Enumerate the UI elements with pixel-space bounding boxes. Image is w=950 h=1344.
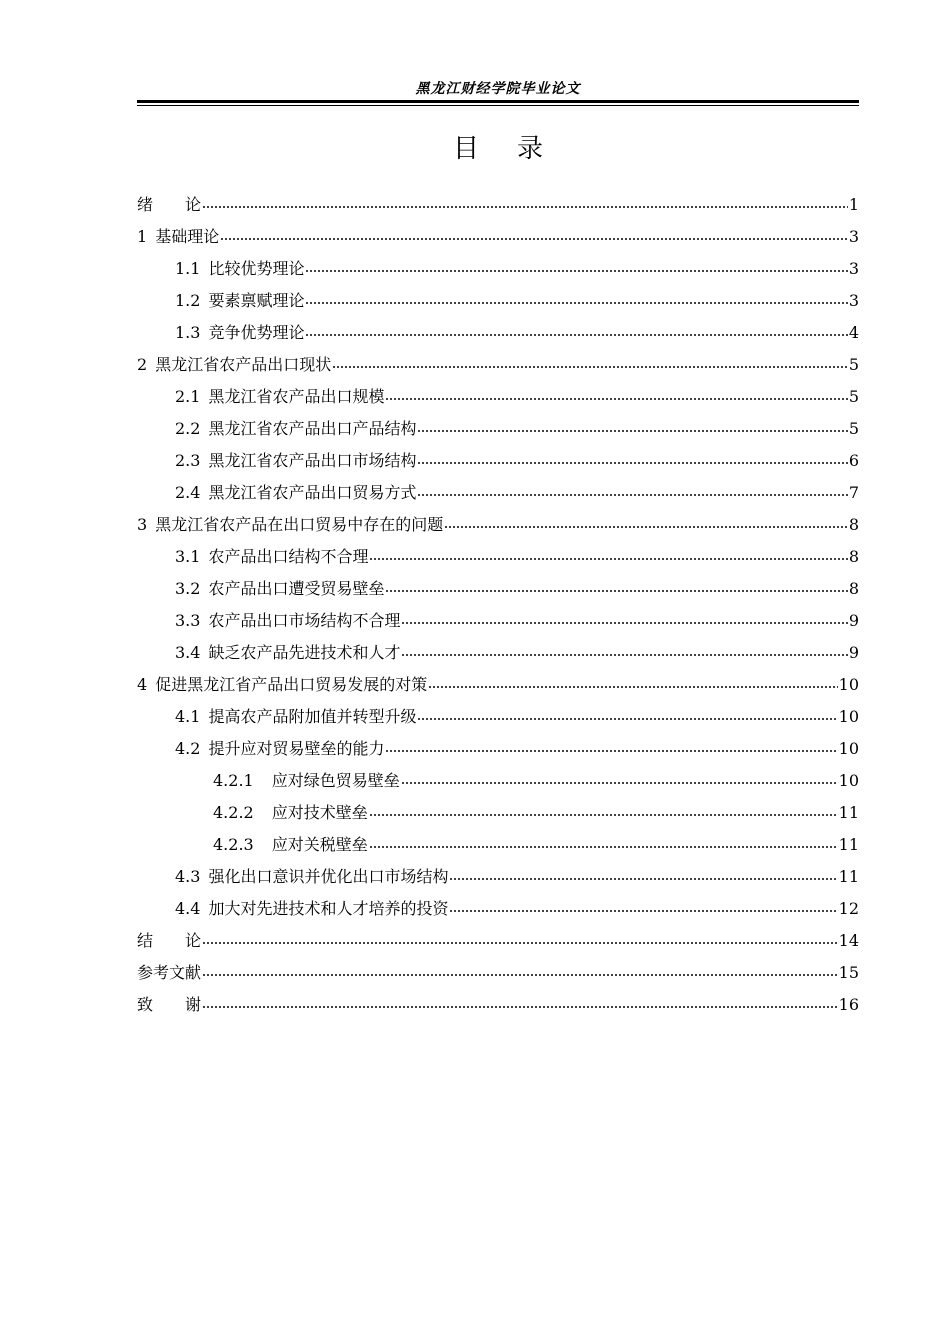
toc-entry[interactable] — [137, 829, 859, 861]
toc-entry-label — [213, 829, 368, 861]
toc-entry-text: 黑龙江省农产品在出口贸易中存在的问题 — [155, 515, 444, 534]
toc-page-number: 5 — [848, 355, 859, 374]
toc-entry-label — [175, 605, 400, 637]
toc-entry-number: 1 — [137, 227, 148, 246]
toc-page-number: 10 — [838, 739, 859, 758]
toc-entry[interactable] — [137, 733, 859, 765]
toc-entry-text: 黑龙江省农产品出口贸易方式 — [208, 483, 417, 502]
toc-dot-leader — [332, 366, 848, 368]
toc-entry-label — [175, 893, 448, 925]
toc-entry[interactable] — [137, 957, 859, 989]
toc-page-number: 9 — [848, 611, 859, 630]
toc-entry-label — [137, 669, 427, 701]
toc-entry-text: 应对技术壁垒 — [271, 803, 368, 822]
toc-entry-text: 加大对先进技术和人才培养的投资 — [208, 899, 449, 918]
toc-entry[interactable] — [137, 669, 859, 701]
toc-page-number: 4 — [848, 323, 859, 342]
toc-entry-number: 1.2 — [175, 291, 201, 310]
toc-entry-text: 强化出口意识并优化出口市场结构 — [208, 867, 449, 886]
toc-dot-leader — [385, 398, 847, 400]
toc-entry[interactable] — [137, 541, 859, 573]
toc-page-number: 1 — [848, 195, 859, 214]
toc-entry-number: 4.2.2 — [213, 803, 254, 822]
toc-dot-leader — [305, 334, 847, 336]
toc-entry-number: 3 — [137, 515, 148, 534]
toc-page-number: 14 — [838, 931, 859, 950]
toc-dot-leader — [385, 750, 837, 752]
toc-entry-label — [137, 509, 443, 541]
toc-page-number: 3 — [848, 259, 859, 278]
toc-entry[interactable] — [137, 221, 859, 253]
toc-page-number: 11 — [838, 803, 859, 822]
toc-dot-leader — [202, 206, 848, 208]
toc-entry[interactable] — [137, 605, 859, 637]
toc-entry[interactable] — [137, 701, 859, 733]
toc-page-number: 11 — [838, 835, 859, 854]
toc-entry-text: 促进黑龙江省产品出口贸易发展的对策 — [155, 675, 428, 694]
toc-page-number: 6 — [848, 451, 859, 470]
toc-entry-text: 竞争优势理论 — [208, 323, 305, 342]
toc-entry[interactable] — [137, 637, 859, 669]
toc-entry-number: 2.3 — [175, 451, 201, 470]
toc-entry-label — [175, 253, 304, 285]
toc-entry[interactable] — [137, 381, 859, 413]
toc-page-number: 15 — [838, 963, 859, 982]
toc-entry[interactable] — [137, 253, 859, 285]
toc-entry-number: 3.4 — [175, 643, 201, 662]
toc-entry-label — [137, 189, 201, 221]
toc-dot-leader — [305, 270, 847, 272]
header-rule-thin — [137, 105, 859, 106]
toc-entry-number: 4.3 — [175, 867, 201, 886]
toc-entry-label — [137, 957, 201, 989]
toc-entry[interactable] — [137, 349, 859, 381]
toc-entry-number: 1.3 — [175, 323, 201, 342]
toc-entry-text: 农产品出口遭受贸易壁垒 — [208, 579, 385, 598]
running-header: 黑龙江财经学院毕业论文 — [415, 81, 581, 97]
toc-dot-leader — [449, 910, 837, 912]
toc-page-number: 8 — [848, 515, 859, 534]
toc-page-number: 12 — [838, 899, 859, 918]
toc-dot-leader — [305, 302, 847, 304]
toc-entry[interactable] — [137, 765, 859, 797]
toc-dot-leader — [417, 462, 847, 464]
toc-dot-leader — [401, 654, 847, 656]
toc-dot-leader — [202, 974, 838, 976]
toc-entry-text: 缺乏农产品先进技术和人才 — [208, 643, 401, 662]
toc-page-number: 10 — [838, 707, 859, 726]
table-of-contents — [137, 189, 859, 1021]
toc-entry-text: 绪论 — [137, 195, 202, 214]
toc-dot-leader — [428, 686, 837, 688]
toc-entry[interactable] — [137, 413, 859, 445]
toc-entry-number: 4.2.3 — [213, 835, 254, 854]
toc-page-number: 8 — [848, 579, 859, 598]
toc-entry-label — [175, 861, 448, 893]
toc-page-number: 16 — [838, 995, 859, 1014]
toc-entry-number: 4.2.1 — [213, 771, 254, 790]
toc-entry-text: 提高农产品附加值并转型升级 — [208, 707, 417, 726]
toc-page-number: 5 — [848, 387, 859, 406]
toc-entry-text: 农产品出口结构不合理 — [208, 547, 369, 566]
toc-entry-label — [175, 541, 368, 573]
toc-entry-text: 农产品出口市场结构不合理 — [208, 611, 401, 630]
toc-entry-number: 3.3 — [175, 611, 201, 630]
toc-entry-number: 4.2 — [175, 739, 201, 758]
toc-entry-text: 比较优势理论 — [208, 259, 305, 278]
toc-entry[interactable] — [137, 797, 859, 829]
toc-entry-label — [175, 445, 416, 477]
toc-dot-leader — [369, 814, 838, 816]
toc-entry-text: 基础理论 — [155, 227, 220, 246]
header-rule-thick — [137, 100, 859, 103]
toc-dot-leader — [444, 526, 848, 528]
toc-entry-label — [213, 797, 368, 829]
toc-entry[interactable] — [137, 477, 859, 509]
toc-page-number: 10 — [838, 771, 859, 790]
toc-page-number: 3 — [848, 291, 859, 310]
toc-entry-number: 2.1 — [175, 387, 201, 406]
toc-entry-number: 2 — [137, 355, 148, 374]
toc-entry-text: 黑龙江省农产品出口产品结构 — [208, 419, 417, 438]
toc-dot-leader — [417, 718, 837, 720]
toc-entry-label — [213, 765, 400, 797]
toc-entry[interactable] — [137, 573, 859, 605]
toc-dot-leader — [202, 942, 838, 944]
toc-entry-text: 应对绿色贸易壁垒 — [271, 771, 400, 790]
toc-entry-label — [175, 637, 400, 669]
toc-entry[interactable] — [137, 989, 859, 1021]
toc-entry-label — [175, 381, 384, 413]
toc-dot-leader — [401, 782, 838, 784]
toc-dot-leader — [202, 1006, 838, 1008]
toc-dot-leader — [385, 590, 847, 592]
toc-entry-label — [175, 285, 304, 317]
toc-page-number: 8 — [848, 547, 859, 566]
toc-entry-text: 参考文献 — [137, 963, 202, 982]
toc-entry-label — [175, 413, 416, 445]
toc-dot-leader — [417, 494, 847, 496]
toc-entry-number: 3.1 — [175, 547, 201, 566]
toc-entry[interactable] — [137, 893, 859, 925]
toc-entry[interactable] — [137, 285, 859, 317]
toc-dot-leader — [369, 558, 847, 560]
toc-dot-leader — [417, 430, 847, 432]
toc-page-number: 10 — [838, 675, 859, 694]
toc-entry-text: 黑龙江省农产品出口市场结构 — [208, 451, 417, 470]
toc-entry-number: 2.4 — [175, 483, 201, 502]
toc-entry-label — [137, 989, 201, 1021]
toc-entry-label — [175, 573, 384, 605]
toc-dot-leader — [369, 846, 838, 848]
toc-page-number: 3 — [848, 227, 859, 246]
toc-entry-text: 要素禀赋理论 — [208, 291, 305, 310]
toc-entry[interactable] — [137, 509, 859, 541]
toc-entry-label — [175, 477, 416, 509]
toc-entry[interactable] — [137, 317, 859, 349]
toc-dot-leader — [449, 878, 837, 880]
toc-entry[interactable] — [137, 445, 859, 477]
toc-entry-number: 4 — [137, 675, 148, 694]
toc-entry[interactable] — [137, 925, 859, 957]
toc-entry-text: 提升应对贸易壁垒的能力 — [208, 739, 385, 758]
toc-entry-number: 3.2 — [175, 579, 201, 598]
toc-entry-label — [137, 349, 331, 381]
toc-dot-leader — [220, 238, 848, 240]
toc-page-number: 5 — [848, 419, 859, 438]
toc-entry[interactable] — [137, 861, 859, 893]
toc-entry-text: 应对关税壁垒 — [271, 835, 368, 854]
toc-page-number: 7 — [848, 483, 859, 502]
toc-entry-number: 4.1 — [175, 707, 201, 726]
toc-entry[interactable] — [137, 189, 859, 221]
toc-entry-label — [137, 221, 219, 253]
toc-entry-label — [175, 701, 416, 733]
toc-entry-number: 4.4 — [175, 899, 201, 918]
toc-entry-text: 黑龙江省农产品出口规模 — [208, 387, 385, 406]
toc-entry-label — [175, 733, 384, 765]
toc-entry-text: 结论 — [137, 931, 202, 950]
toc-entry-text: 致谢 — [137, 995, 202, 1014]
toc-page-number: 11 — [838, 867, 859, 886]
toc-entry-number: 1.1 — [175, 259, 201, 278]
toc-entry-text: 黑龙江省农产品出口现状 — [155, 355, 332, 374]
toc-entry-label — [137, 925, 201, 957]
toc-page-number: 9 — [848, 643, 859, 662]
toc-entry-number: 2.2 — [175, 419, 201, 438]
toc-entry-label — [175, 317, 304, 349]
toc-dot-leader — [401, 622, 847, 624]
toc-title: 目录 — [452, 134, 581, 164]
